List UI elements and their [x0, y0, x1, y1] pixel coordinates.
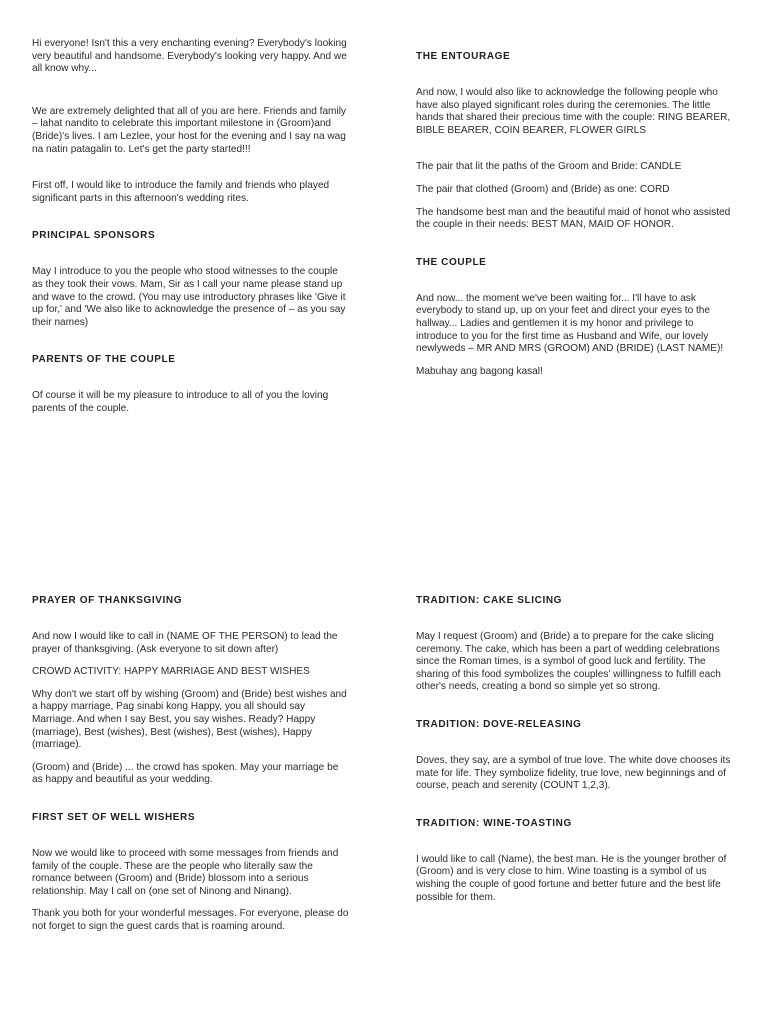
greeting-paragraph: Hi everyone! Isn't this a very enchanting evening? Everybody's looking very beautiful and handsome. Everybody's looking very happy. And we all know why... [32, 38, 347, 75]
well-wishers-paragraph: Now we would like to proceed with some messages from friends and family of the couple. These are the people who literally saw the romance between (Groom) and (Bride) blossom into a serious relationship. May I call on (one set of Ninong and Ninang). [32, 847, 339, 897]
wine-toasting-heading: TRADITION: WINE-TOASTING [416, 817, 572, 829]
entourage-paragraph: And now, I would also like to acknowledge the following people who have also played significant roles during the ceremonies. The little hands that shared their precious time with the couple: RING BEARER, BIBLE BEARER, COIN BEARER, FLOWER GIRLS [416, 87, 731, 136]
crowd-activity-line: CROWD ACTIVITY: HAPPY MARRIAGE AND BEST WISHES [32, 666, 310, 678]
cake-slicing-heading: TRADITION: CAKE SLICING [416, 595, 563, 606]
best-man-paragraph: The handsome best man and the beautiful maid of honot who assisted the couple in their needs: BEST MAN, MAID OF HONOR. [416, 206, 731, 231]
bottom-right-section [416, 594, 734, 904]
welcome-paragraph: We are extremely delighted that all of you are here. Friends and family – lahat nandito to celebrate this important milestone in (Groom)and (Bride)'s lives. I am Lezlee, your host for the evening and I say na wag na natin patagalin to. Let's get the party started!!! [32, 105, 347, 155]
bottom-left-section [32, 594, 350, 934]
mabuhay-paragraph: Mabuhay ang bagong kasal! [416, 365, 543, 377]
candle-paragraph: The pair that lit the paths of the Groom and Bride: CANDLE [416, 161, 682, 173]
top-right-section [416, 50, 734, 378]
top-left-section [32, 38, 350, 416]
couple-paragraph: And now... the moment we've been waiting for... I'll have to ask everybody to stand up, up on your feet and direct your eyes to the hallway... Ladies and gentlemen it is my honor and privilege to introduce to you for the first time as Husband and Wife, our lovely newlyweds – MR AND MRS (GROOM) AND (BRIDE) (LAST NAME)! [416, 292, 724, 355]
prayer-heading: PRAYER OF THANKSGIVING [32, 595, 183, 606]
dove-releasing-heading: TRADITION: DOVE-RELEASING [416, 718, 582, 730]
prayer-paragraph: And now I would like to call in (NAME OF THE PERSON) to lead the prayer of thanksgiving. (Ask everyone to sit down after) [32, 631, 338, 655]
parents-paragraph: Of course it will be my pleasure to introduce to all of you the loving parents of the couple. [32, 390, 329, 414]
intro-paragraph: First off, I would like to introduce the family and friends who played significant parts in this afternoon's wedding rites. [32, 180, 330, 204]
wishing-paragraph: Why don't we start off by wishing (Groom) and (Bride) best wishes and a happy marriage, Pag sinabi kong Happy, you all should say Marriage. And when I say Best, you say wishes. Ready? Happy (marriage), Best (wishes), Best (wishes), Best (wishes), Happy (marriage). [32, 688, 347, 751]
cord-paragraph: The pair that clothed (Groom) and (Bride) as one: CORD [416, 183, 670, 195]
wine-toasting-paragraph: I would like to call (Name), the best man. He is the younger brother of (Groom) and is very close to him. Wine toasting is a symbol of us wishing the couple of good fortune and better future and the best life possible for them. [416, 853, 727, 903]
principal-sponsors-heading: PRINCIPAL SPONSORS [32, 230, 156, 242]
crowd-spoken-paragraph: (Groom) and (Bride) ... the crowd has spoken. May your marriage be as happy and beautiful as your wedding. [32, 761, 339, 786]
well-wishers-heading: FIRST SET OF WELL WISHERS [32, 811, 196, 823]
couple-heading: THE COUPLE [416, 256, 487, 268]
entourage-heading: THE ENTOURAGE [416, 51, 511, 62]
parents-heading: PARENTS OF THE COUPLE [32, 354, 176, 366]
principal-sponsors-paragraph: May I introduce to you the people who stood witnesses to the couple as they took their vows. Mam, Sir as I call your name please stand up and wave to the crowd. (You may use introductory phrases like 'Give it up for,' and 'We also like to acknowledge the presence of – as you say their names) [32, 266, 346, 328]
thanks-paragraph: Thank you both for your wonderful messages. For everyone, please do not forget to sign the guest cards that is roaming around. [32, 908, 349, 932]
cake-slicing-paragraph: May I request (Groom) and (Bride) a to prepare for the cake slicing ceremony. The cake, which has been a part of wedding celebrations since the Roman times, is a symbol of good luck and fertility. The sharing of this food symbolizes the couples' willingness to fulfill each other's needs, creating a bond so simple yet so strong. [416, 631, 721, 693]
dove-releasing-paragraph: Doves, they say, are a symbol of true love. The white dove chooses its mate for life. They symbolize fidelity, true love, new beginnings and of course, peach and serenity (COUNT 1,2,3). [416, 754, 731, 792]
